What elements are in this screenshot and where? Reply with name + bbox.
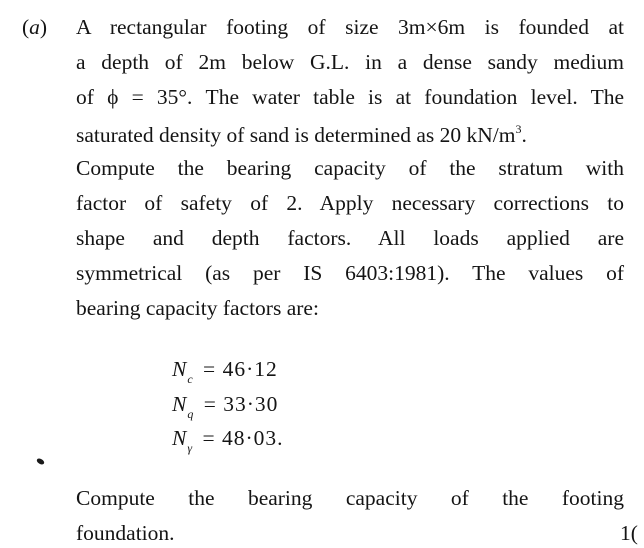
question-line-6: factor of safety of 2. Apply necessary corrections to (76, 191, 624, 215)
factor-nq-subscript: q (187, 407, 195, 421)
marks-label: 1( (620, 521, 638, 545)
factor-ngamma-symbol: N (172, 426, 188, 450)
factor-nq-equals: = (203, 392, 217, 416)
factor-ngamma (172, 424, 284, 455)
question-label-open: ( (22, 15, 30, 39)
factor-nc-symbol: N (172, 357, 188, 381)
question-line-4-text: saturated density of sand is determined as 20 kN/m (76, 123, 516, 147)
factor-ngamma-equals: = (202, 426, 216, 450)
bullet-mark (36, 457, 45, 465)
factor-nq-symbol: N (172, 392, 188, 416)
question-line-3: of ϕ = 35°. The water table is at foundation level. The (76, 85, 624, 109)
question-label (22, 12, 47, 42)
question-line-5: Compute the bearing capacity of the stratum with (76, 156, 624, 180)
question-line-9: bearing capacity factors are: (76, 296, 319, 320)
factor-nc-subscript: c (187, 372, 194, 386)
factor-nc (172, 355, 278, 386)
question-line-7: shape and depth factors. All loads applied are (76, 226, 624, 250)
question-line-1: A rectangular footing of size 3m×6m is founded at (76, 15, 624, 39)
question-line-8: symmetrical (as per IS 6403:1981). The values of (76, 261, 624, 285)
factor-ngamma-value: 48·03. (221, 426, 284, 450)
question-line-4 (76, 120, 624, 153)
closing-line-2: foundation. (76, 521, 175, 545)
question-line-4-end: . (521, 123, 527, 147)
question-line-4-superscript: 3 (515, 122, 522, 136)
factor-nq-value: 33·30 (223, 392, 279, 416)
closing-line-1: Compute the bearing capacity of the footing (76, 486, 624, 510)
question-label-close: ) (39, 15, 48, 39)
factor-ngamma-subscript: γ (187, 441, 194, 455)
factor-nq (172, 390, 278, 421)
question-label-letter: a (29, 15, 40, 39)
question-line-2: a depth of 2m below G.L. in a dense sandy medium (76, 50, 624, 74)
factor-nc-value: 46·12 (222, 357, 278, 381)
factor-nc-equals: = (203, 357, 217, 381)
